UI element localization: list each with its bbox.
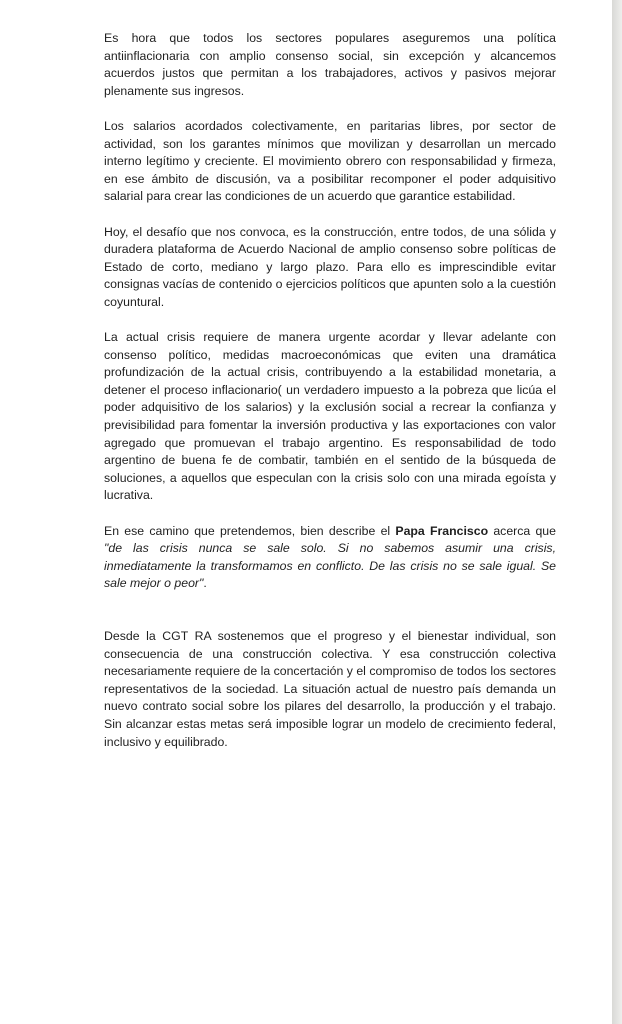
- paragraph-2: Los salarios acordados colectivamente, en paritarias libres, por sector de actividad, son los garantes mínimos que movilizan y desarrollan un mercado interno legítimo y creciente. El movimiento obrero con responsabilidad y firmeza, en ese ámbito de discusión, va a posibilitar recomponer el poder adquisitivo salarial para crear las condiciones de un acuerdo que garantice estabilidad.: [104, 118, 556, 204]
- pope-name: Papa Francisco: [395, 523, 489, 538]
- page-edge-shadow: [612, 0, 622, 1024]
- paragraph-5: [104, 523, 556, 593]
- paragraph-5-connector: acerca que: [488, 523, 556, 538]
- paragraph-5-end: .: [203, 576, 207, 591]
- paragraph-3: Hoy, el desafío que nos convoca, es la construcción, entre todos, de una sólida y duradera plataforma de Acuerdo Nacional de amplio consenso sobre políticas de Estado de corto, mediano y largo plazo. Para ello es imprescindible evitar consignas vacías de contenido o ejercicios políticos que apunten solo a la cuestión coyuntural.: [104, 224, 556, 309]
- pope-quote: "de las crisis nunca se sale solo. Si no sabemos asumir una crisis, inmediatamente la transformamos en conflicto. De las crisis no se sale igual. Se sale mejor o peor": [104, 541, 556, 591]
- paragraph-6: Desde la CGT RA sostenemos que el progreso y el bienestar individual, son consecuencia de una construcción colectiva. Y esa construcción colectiva necesariamente requiere de la concertación y el compromiso de todos los sectores representativos de la sociedad. La situación actual de nuestro país demanda un nuevo contrato social sobre los pilares del desarrollo, la producción y el trabajo. Sin alcanzar estas metas será imposible lograr un modelo de crecimiento federal, inclusivo y equilibrado.: [104, 629, 556, 749]
- document-body: [104, 30, 556, 769]
- paragraph-5-lead: En ese camino que pretendemos, bien describe el: [104, 523, 396, 538]
- paragraph-4: La actual crisis requiere de manera urgente acordar y llevar adelante con consenso político, medidas macroeconómicas que eviten una dramática profundización de la actual crisis, contribuyendo a la estabilidad monetaria, a detener el proceso inflacionario( un verdadero impuesto a la pobreza que licúa el poder adquisitivo de los salarios) y la exclusión social a recrear la confianza y previsibilidad para fomentar la inversión productiva y las exportaciones con valor agregado que promuevan el trabajo argentino. Es responsabilidad de todo argentino de buena fe de combatir, también en el sentido de la búsqueda de soluciones, a aquellos que especulan con la crisis solo con una mirada egoísta y lucrativa.: [104, 330, 556, 503]
- paragraph-1: Es hora que todos los sectores populares aseguremos una política antiinflacionaria con amplio consenso social, sin excepción y alcancemos acuerdos justos que permitan a los trabajadores, activos y pasivos mejorar plenamente sus ingresos.: [104, 31, 556, 98]
